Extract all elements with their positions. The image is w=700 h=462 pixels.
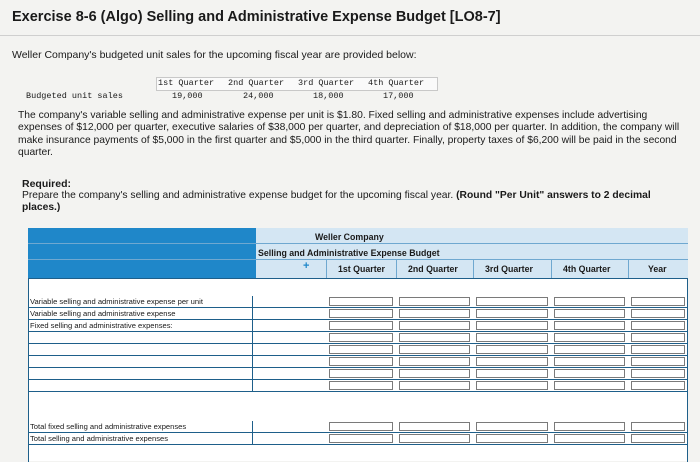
budget-input-cell[interactable] <box>631 357 685 366</box>
budget-input-cell[interactable] <box>399 422 470 431</box>
unit-sales-header-q4: 4th Quarter <box>368 78 425 88</box>
problem-text: The company's variable selling and administrative expense per unit is $1.80. Fixed selling and administrative expenses include advertising expenses of $12,000 per quarter, executive salaries of $38,000 per quarter, and depreciation of $18,000 per quarter. In addition, the company will make insurance payments of $5,000 in the first quarter and $5,000 in the third quarter. Finally, property taxes of $6,200 will be paid in the second quarter. <box>18 110 680 158</box>
unit-sales-value-q4: 17,000 <box>383 91 414 101</box>
budget-input-cell[interactable] <box>476 297 548 306</box>
budget-input-cell[interactable] <box>399 369 470 378</box>
budget-row <box>28 296 688 308</box>
budget-input-cell[interactable] <box>631 333 685 342</box>
header-line <box>28 259 688 260</box>
budget-row-label[interactable] <box>30 368 253 379</box>
budget-input-cell[interactable] <box>631 422 685 431</box>
col-header-q3: 3rd Quarter <box>485 264 533 274</box>
budget-row-label[interactable] <box>30 380 253 391</box>
budget-input-cell[interactable] <box>476 309 548 318</box>
budget-row <box>28 344 688 356</box>
budget-input-cell[interactable] <box>329 434 393 443</box>
plus-icon[interactable]: + <box>303 260 310 272</box>
budget-input-cell[interactable] <box>554 422 625 431</box>
budget-company: Weller Company <box>315 232 384 242</box>
budget-row <box>28 433 688 445</box>
budget-input-cell[interactable] <box>329 297 393 306</box>
budget-title: Selling and Administrative Expense Budget <box>258 248 440 258</box>
budget-input-cell[interactable] <box>554 369 625 378</box>
col-header-q1: 1st Quarter <box>338 264 385 274</box>
budget-input-cell[interactable] <box>476 434 548 443</box>
budget-input-cell[interactable] <box>631 321 685 330</box>
budget-input-cell[interactable] <box>631 297 685 306</box>
budget-row-label[interactable] <box>30 356 253 367</box>
unit-sales-row-label: Budgeted unit sales <box>26 91 123 101</box>
budget-input-cell[interactable] <box>631 309 685 318</box>
required-text <box>22 190 682 215</box>
budget-input-cell[interactable] <box>476 321 548 330</box>
header-line <box>28 243 688 244</box>
budget-row-label: Total fixed selling and administrative expenses <box>30 421 253 432</box>
budget-header <box>28 228 688 278</box>
budget-input-cell[interactable] <box>399 297 470 306</box>
col-header-q2: 2nd Quarter <box>408 264 458 274</box>
required-label: Required: <box>22 178 72 190</box>
budget-input-cell[interactable] <box>399 309 470 318</box>
budget-row <box>28 332 688 344</box>
budget-row <box>28 421 688 433</box>
budget-input-cell[interactable] <box>554 434 625 443</box>
budget-input-cell[interactable] <box>399 357 470 366</box>
budget-input-cell[interactable] <box>329 345 393 354</box>
budget-row <box>28 356 688 368</box>
col-header-year: Year <box>648 264 667 274</box>
col-header-q4: 4th Quarter <box>563 264 611 274</box>
required-instruction: Prepare the company's selling and administrative expense budget for the upcoming fiscal year. <box>22 190 454 201</box>
budget-input-cell[interactable] <box>631 381 685 390</box>
budget-input-cell[interactable] <box>329 381 393 390</box>
budget-row-label[interactable] <box>30 344 253 355</box>
budget-input-cell[interactable] <box>329 369 393 378</box>
budget-input-cell[interactable] <box>476 381 548 390</box>
budget-row <box>28 368 688 380</box>
budget-input-cell[interactable] <box>476 345 548 354</box>
budget-input-cell[interactable] <box>476 422 548 431</box>
budget-row-label: Variable selling and administrative expense per unit <box>30 296 253 307</box>
budget-input-cell[interactable] <box>476 369 548 378</box>
unit-sales-header-q2: 2nd Quarter <box>228 78 285 88</box>
budget-input-cell[interactable] <box>631 345 685 354</box>
budget-row-label[interactable] <box>30 332 253 343</box>
budget-row <box>28 320 688 332</box>
budget-input-cell[interactable] <box>554 297 625 306</box>
budget-input-cell[interactable] <box>476 357 548 366</box>
budget-input-cell[interactable] <box>631 369 685 378</box>
col-separator <box>396 260 397 278</box>
budget-row <box>28 308 688 320</box>
budget-input-cell[interactable] <box>399 381 470 390</box>
budget-input-cell[interactable] <box>554 381 625 390</box>
intro-text: Weller Company's budgeted unit sales for the upcoming fiscal year are provided below: <box>12 49 417 61</box>
col-separator <box>326 260 327 278</box>
budget-row-label: Total selling and administrative expenses <box>30 433 253 444</box>
budget-input-cell[interactable] <box>329 309 393 318</box>
budget-input-cell[interactable] <box>554 345 625 354</box>
budget-input-cell[interactable] <box>554 357 625 366</box>
divider <box>0 35 700 36</box>
unit-sales-value-q3: 18,000 <box>313 91 344 101</box>
budget-input-cell[interactable] <box>631 434 685 443</box>
col-separator <box>628 260 629 278</box>
unit-sales-table <box>24 77 444 103</box>
budget-input-cell[interactable] <box>399 434 470 443</box>
unit-sales-value-q2: 24,000 <box>243 91 274 101</box>
budget-input-cell[interactable] <box>399 321 470 330</box>
budget-input-cell[interactable] <box>329 422 393 431</box>
budget-input-cell[interactable] <box>329 333 393 342</box>
budget-row-label: Variable selling and administrative expense <box>30 308 253 319</box>
unit-sales-value-q1: 19,000 <box>172 91 203 101</box>
unit-sales-header-q3: 3rd Quarter <box>298 78 355 88</box>
budget-input-cell[interactable] <box>399 333 470 342</box>
budget-input-cell[interactable] <box>399 345 470 354</box>
budget-input-cell[interactable] <box>329 357 393 366</box>
unit-sales-header-q1: 1st Quarter <box>158 78 215 88</box>
budget-row-label: Fixed selling and administrative expenses: <box>30 320 253 331</box>
budget-input-cell[interactable] <box>554 333 625 342</box>
col-separator <box>551 260 552 278</box>
budget-row <box>28 380 688 392</box>
budget-input-cell[interactable] <box>554 309 625 318</box>
exercise-title: Exercise 8-6 (Algo) Selling and Administrative Expense Budget [LO8-7] <box>12 9 501 25</box>
col-separator <box>473 260 474 278</box>
budget-input-cell[interactable] <box>329 321 393 330</box>
budget-input-cell[interactable] <box>476 333 548 342</box>
budget-worksheet <box>28 228 688 461</box>
rounding-note: (Round "Per Unit" answers to 2 decimal places.) <box>22 190 651 214</box>
budget-input-cell[interactable] <box>554 321 625 330</box>
